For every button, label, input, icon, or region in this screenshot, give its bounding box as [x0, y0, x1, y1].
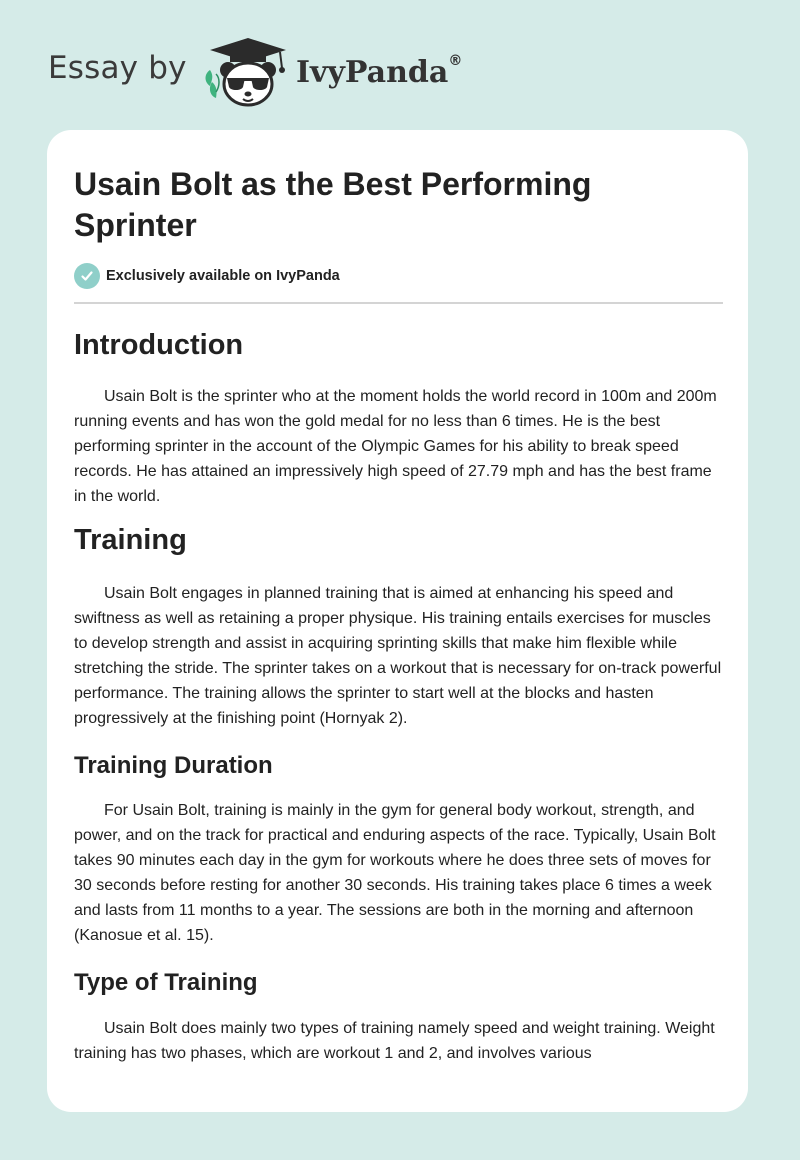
ivy-leaf-icon: [206, 70, 220, 98]
section-heading-type-of-training: Type of Training: [74, 969, 258, 996]
article-body: [74, 320, 726, 1066]
section-heading-training: Training: [74, 524, 187, 556]
section-paragraph-type-of-training: Usain Bolt does mainly two types of training namely speed and weight training. Weight training has two phases, which are workout 1 and 2, and involves various: [74, 1020, 715, 1062]
section-heading-introduction: Introduction: [74, 329, 244, 361]
exclusive-badge: [74, 263, 340, 289]
section-paragraph-training: Usain Bolt engages in planned training that is aimed at enhancing his speed and swiftness as well as retaining a proper physique. His training entails exercises for muscles to develop strength and assist in acquiring sprinting skills that make him flexible while stretching the stride. The sprinter takes on a workout that is necessary for on-track powerful performance. The training allows the sprinter to start well at the blocks and hasten progressively at the finishing point (Hornyak 2).: [74, 585, 722, 727]
checkmark-icon: [74, 263, 100, 289]
panda-logo-icon[interactable]: [200, 34, 292, 110]
brand-name[interactable]: [296, 55, 462, 90]
title-divider: [74, 302, 723, 304]
site-header: [0, 0, 800, 120]
brand-text: IvyPanda: [296, 55, 449, 90]
section-paragraph-training-duration: For Usain Bolt, training is mainly in the gym for general body workout, strength, and power, and on the track for practical and enduring aspects of the race. Typically, Usain Bolt takes 90 minutes each day in the gym for workouts where he does three sets of moves for 30 seconds before resting for another 30 seconds. His training takes place 6 times a week and lasts from 11 months to a year. The sessions are both in the morning and afternoon (Kanosue et al. 15).: [74, 802, 716, 944]
registered-mark: ®: [448, 53, 463, 69]
essay-by-label: Essay by: [48, 50, 187, 86]
badge-label: Exclusively available on IvyPanda: [106, 268, 340, 284]
section-paragraph-introduction: Usain Bolt is the sprinter who at the moment holds the world record in 100m and 200m running events and has won the gold medal for no less than 6 times. He is the best performing sprinter in the account of the Olympic Games for his ability to break speed records. He has attained an impressively high speed of 27.79 mph and has the best frame in the world.: [74, 388, 717, 505]
article-title: Usain Bolt as the Best Performing Sprinter: [74, 166, 592, 243]
section-heading-training-duration: Training Duration: [74, 752, 273, 779]
article-card: [47, 130, 748, 1112]
